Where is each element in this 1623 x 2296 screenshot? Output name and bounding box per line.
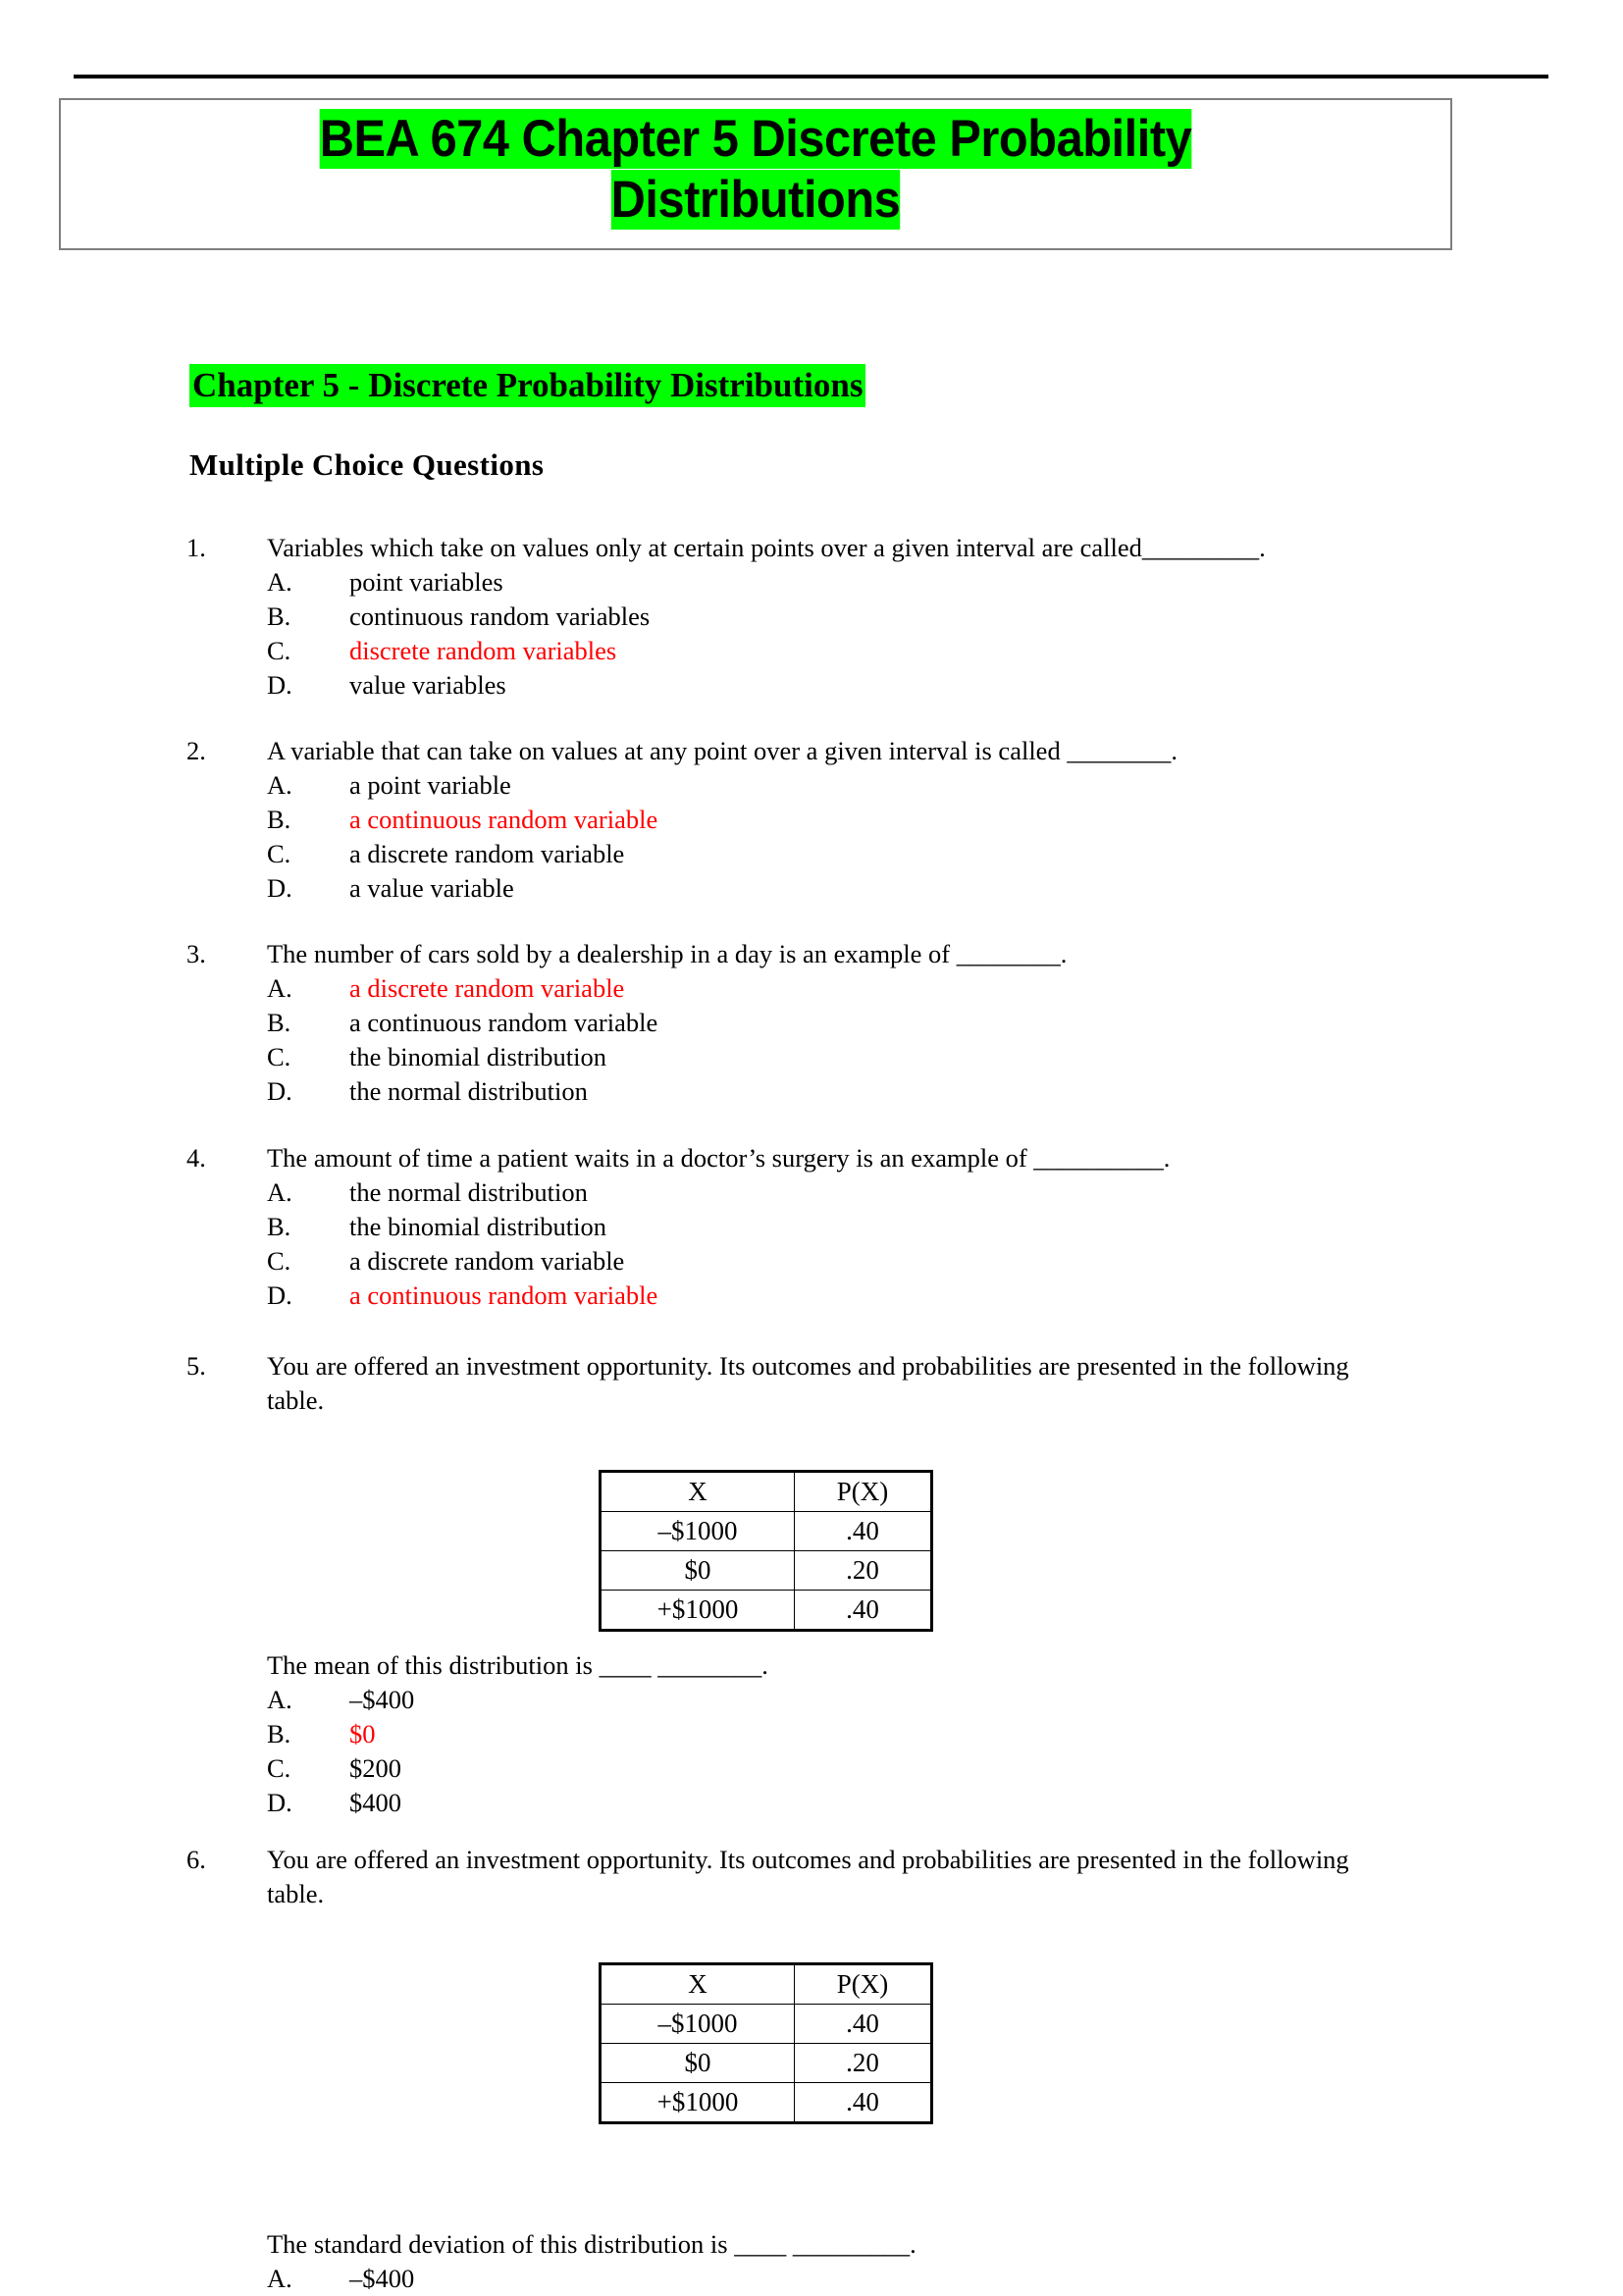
cell-x: –$1000 xyxy=(601,1512,795,1551)
option-a[interactable] xyxy=(267,1683,768,1717)
option-text: the normal distribution xyxy=(349,1076,588,1106)
table-row xyxy=(601,1551,932,1591)
question-number: 4. xyxy=(186,1143,206,1173)
option-list xyxy=(267,2262,916,2296)
question-stem xyxy=(186,1843,1403,1911)
option-d[interactable] xyxy=(267,1786,768,1820)
option-letter: B. xyxy=(267,1212,291,1241)
question-3 xyxy=(186,937,1462,1109)
option-text: a continuous random variable xyxy=(349,1008,658,1037)
question-text: A variable that can take on values at any point over a given interval is called ________. xyxy=(267,736,1178,765)
question-text: The number of cars sold by a dealership in a day is an example of ________. xyxy=(267,939,1068,968)
option-letter: A. xyxy=(267,567,292,597)
option-letter: C. xyxy=(267,636,291,665)
option-letter: A. xyxy=(267,973,292,1003)
question-number: 6. xyxy=(186,1845,206,1874)
column-header-px: P(X) xyxy=(795,1472,932,1512)
option-text: the binomial distribution xyxy=(349,1042,607,1071)
option-text: –$400 xyxy=(349,1685,415,1714)
table-row xyxy=(601,2044,932,2083)
option-letter: D. xyxy=(267,670,292,700)
option-a[interactable] xyxy=(186,565,1462,600)
option-letter: D. xyxy=(267,1280,292,1310)
option-letter: B. xyxy=(267,601,291,631)
section-heading: Multiple Choice Questions xyxy=(189,447,545,482)
question-text: Variables which take on values only at certain points over a given interval are called_________. xyxy=(267,533,1266,562)
option-letter: C. xyxy=(267,1246,291,1276)
option-d[interactable] xyxy=(186,1074,1462,1109)
option-letter: C. xyxy=(267,839,291,868)
option-letter: A. xyxy=(267,2264,292,2293)
option-list xyxy=(186,768,1462,906)
option-text: a discrete random variable xyxy=(349,1246,625,1276)
question-4 xyxy=(186,1141,1462,1313)
option-a[interactable] xyxy=(186,1175,1462,1210)
cell-px: .40 xyxy=(795,2083,932,2123)
option-letter: D. xyxy=(267,1076,292,1106)
option-text: $0 xyxy=(349,1719,376,1748)
option-text: the binomial distribution xyxy=(349,1212,607,1241)
table-row xyxy=(601,2083,932,2123)
option-b[interactable] xyxy=(186,1210,1462,1244)
option-c[interactable] xyxy=(186,837,1462,871)
question-text: You are offered an investment opportunity. Its outcomes and probabilities are presented in the following table. xyxy=(267,1845,1349,1908)
option-a[interactable] xyxy=(267,2262,916,2296)
cell-x: +$1000 xyxy=(601,1591,795,1631)
page-title-line-2: Distributions xyxy=(610,171,901,229)
option-c[interactable] xyxy=(267,1751,768,1786)
cell-x: +$1000 xyxy=(601,2083,795,2123)
option-text: –$400 xyxy=(349,2264,415,2293)
chapter-heading-text: Chapter 5 - Discrete Probability Distributions xyxy=(189,364,865,407)
column-header-x: X xyxy=(601,1472,795,1512)
option-list xyxy=(186,565,1462,703)
question-1 xyxy=(186,531,1462,703)
option-text: a discrete random variable xyxy=(349,973,625,1003)
question-5 xyxy=(186,1349,1403,1418)
option-list xyxy=(186,1175,1462,1313)
option-letter: A. xyxy=(267,1685,292,1714)
cell-px: .40 xyxy=(795,1512,932,1551)
column-header-x: X xyxy=(601,1964,795,2005)
table-row xyxy=(601,1591,932,1631)
table-header-row xyxy=(601,1472,932,1512)
question-number: 2. xyxy=(186,736,206,765)
question-6 xyxy=(186,1843,1403,1911)
cell-px: .20 xyxy=(795,2044,932,2083)
option-text: a value variable xyxy=(349,873,514,903)
distribution-table-q6 xyxy=(599,1962,933,2124)
question-stem xyxy=(186,1141,1462,1175)
option-letter: A. xyxy=(267,1177,292,1207)
cell-px: .40 xyxy=(795,1591,932,1631)
option-a[interactable] xyxy=(186,768,1462,803)
option-a[interactable] xyxy=(186,971,1462,1006)
cell-px: .20 xyxy=(795,1551,932,1591)
cell-x: $0 xyxy=(601,2044,795,2083)
subprompt-q5-mean xyxy=(267,1648,768,1820)
option-d[interactable] xyxy=(186,871,1462,906)
chapter-heading xyxy=(189,365,865,406)
subprompt-text: The standard deviation of this distribution is ____ _________. xyxy=(267,2229,916,2259)
subprompt-q6-standard-deviation xyxy=(267,2227,916,2296)
option-text: point variables xyxy=(349,567,503,597)
question-number: 3. xyxy=(186,939,206,968)
question-stem xyxy=(186,937,1462,971)
option-text: a continuous random variable xyxy=(349,1280,658,1310)
option-text: value variables xyxy=(349,670,506,700)
question-text: You are offered an investment opportunity. Its outcomes and probabilities are presented in the following table. xyxy=(267,1351,1349,1415)
option-letter: B. xyxy=(267,1008,291,1037)
question-stem xyxy=(186,531,1462,565)
document-header-box xyxy=(59,98,1452,250)
option-text: a discrete random variable xyxy=(349,839,625,868)
option-c[interactable] xyxy=(186,1040,1462,1074)
option-letter: D. xyxy=(267,873,292,903)
option-letter: B. xyxy=(267,1719,291,1748)
option-text: the normal distribution xyxy=(349,1177,588,1207)
page-title-line-1: BEA 674 Chapter 5 Discrete Probability xyxy=(319,110,1192,168)
option-list xyxy=(267,1683,768,1820)
option-letter: B. xyxy=(267,805,291,834)
table-row xyxy=(601,1512,932,1551)
page-title xyxy=(223,109,1288,231)
option-c[interactable] xyxy=(186,1244,1462,1278)
option-d[interactable] xyxy=(186,1278,1462,1313)
question-number: 1. xyxy=(186,533,206,562)
cell-x: $0 xyxy=(601,1551,795,1591)
option-list xyxy=(186,971,1462,1109)
option-text: a continuous random variable xyxy=(349,805,658,834)
option-letter: C. xyxy=(267,1753,291,1783)
column-header-px: P(X) xyxy=(795,1964,932,2005)
option-b[interactable] xyxy=(267,1717,768,1751)
option-d[interactable] xyxy=(186,668,1462,703)
option-b[interactable] xyxy=(186,803,1462,837)
top-horizontal-rule xyxy=(74,75,1548,78)
option-letter: D. xyxy=(267,1788,292,1817)
question-number: 5. xyxy=(186,1351,206,1381)
option-text: continuous random variables xyxy=(349,601,651,631)
subprompt-text: The mean of this distribution is ____ ________. xyxy=(267,1650,768,1680)
cell-x: –$1000 xyxy=(601,2005,795,2044)
option-letter: C. xyxy=(267,1042,291,1071)
question-2 xyxy=(186,734,1462,906)
option-text: $400 xyxy=(349,1788,401,1817)
distribution-table-q5 xyxy=(599,1470,933,1632)
question-stem xyxy=(186,1349,1403,1418)
option-letter: A. xyxy=(267,770,292,800)
table-row xyxy=(601,2005,932,2044)
option-text: a point variable xyxy=(349,770,511,800)
option-b[interactable] xyxy=(186,600,1462,634)
option-b[interactable] xyxy=(186,1006,1462,1040)
question-stem xyxy=(186,734,1462,768)
option-c[interactable] xyxy=(186,634,1462,668)
cell-px: .40 xyxy=(795,2005,932,2044)
question-text: The amount of time a patient waits in a doctor’s surgery is an example of __________. xyxy=(267,1143,1171,1173)
table-header-row xyxy=(601,1964,932,2005)
option-text: discrete random variables xyxy=(349,636,617,665)
option-text: $200 xyxy=(349,1753,401,1783)
